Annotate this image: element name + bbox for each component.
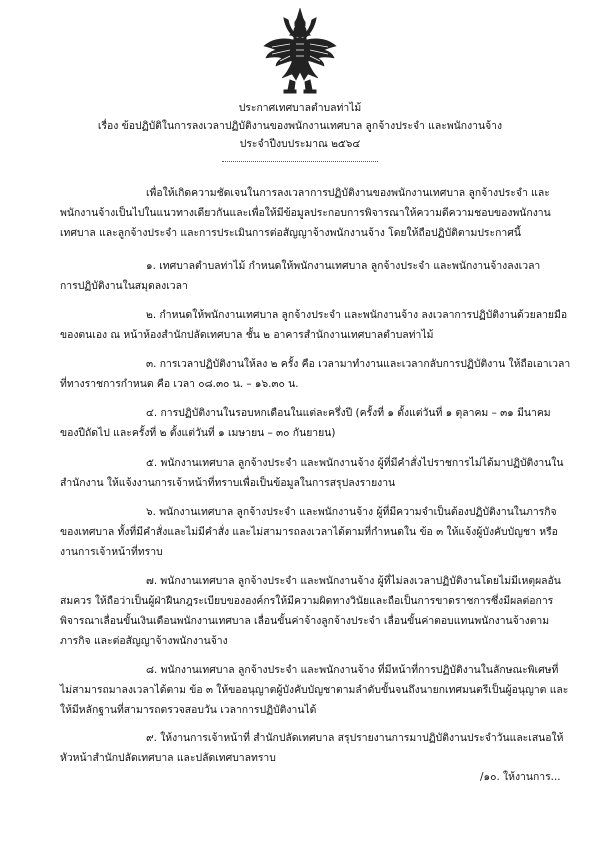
paragraph-line: ไม่สามารถมาลงเวลาได้ตาม ข้อ ๓ ให้ขออนุญาตผู้บังคับบัญชาตามลำดับขั้นจนถึงนายกเทศมนตรีเป็นผู้อนุญาต และ	[60, 684, 569, 696]
paragraph-line: ๘. พนักงานเทศบาล ลูกจ้างประจำ และพนักงานจ้าง ที่มีหน้าที่การปฏิบัติงานในลักษณะพิเศษที่	[146, 664, 559, 676]
paragraph-line: สมควร ให้ถือว่าเป็นผู้ฝ่าฝืนกฎระเบียบขององค์กรให้มีความผิดทางวินัยและถือเป็นการขาดราชการซึ่งมีผลต่อการ	[60, 595, 554, 607]
paragraph-line: ๗. พนักงานเทศบาล ลูกจ้างประจำ และพนักงานจ้าง ผู้ที่ไม่ลงเวลาปฏิบัติงานโดยไม่มีเหตุผลอัน	[146, 575, 561, 587]
paragraph-line: ๓. การเวลาปฏิบัติงานให้ลง ๒ ครั้ง คือ เวลามาทำงานและเวลากลับการปฏิบัติงาน ให้ถือเอาเวลา	[146, 358, 571, 370]
paragraph-line: ให้มีหลักฐานที่สามารถตรวจสอบวัน เวลาการปฏิบัติงานได้	[60, 704, 317, 716]
paragraph-line: หัวหน้าสำนักปลัดเทศบาล และปลัดเทศบาลทราบ	[60, 752, 276, 764]
paragraph-line: ของเทศบาล ทั้งที่มีคำสั่งและไม่มีคำสั่ง และไม่สามารถลงเวลาได้ตามที่กำหนดใน ข้อ ๓ ให้แจ้งผู้บังคับบัญชา หรือ	[60, 526, 558, 538]
paragraph-line: งานการเจ้าหน้าที่ทราบ	[60, 546, 163, 558]
clause-3	[60, 354, 571, 394]
paragraph-line: ๒. กำหนดให้พนักงานเทศบาล ลูกจ้างประจำ และพนักงานจ้าง ลงเวลาการปฏิบัติงานด้วยลายมือ	[146, 309, 568, 321]
paragraph-line: ๙. ให้งานการเจ้าหน้าที่ สำนักปลัดเทศบาล สรุปรายงานการมาปฏิบัติงานประจำวันและเสนอให้	[146, 732, 564, 744]
paragraph-line: เพื่อให้เกิดความชัดเจนในการลงเวลาการปฏิบัติงานของพนักงานเทศบาล ลูกจ้างประจำ และ	[146, 187, 550, 199]
fiscal-year-line: ประจำปีงบประมาณ ๒๕๖๔	[239, 138, 361, 150]
organization-title: ประกาศเทศบาลตำบลท่าไม้	[238, 102, 362, 114]
paragraph-line: การปฏิบัติงานในสมุดลงเวลา	[60, 280, 188, 292]
clause-7	[60, 571, 560, 651]
paragraph-line: ๔. การปฏิบัติงานในรอบหกเดือนในแต่ละครึ่งปี (ครั้งที่ ๑ ตั้งแต่วันที่ ๑ ตุลาคม – ๓๑ มีนาคม	[146, 407, 551, 419]
intro-paragraph	[60, 183, 560, 243]
clause-9	[60, 728, 564, 768]
subject-line: เรื่อง ข้อปฏิบัติในการลงเวลาปฏิบัติงานของพนักงานเทศบาล ลูกจ้างประจำ และพนักงานจ้าง	[97, 120, 503, 132]
clause-4	[60, 403, 560, 443]
header-divider	[222, 161, 378, 162]
clause-5	[60, 453, 564, 493]
paragraph-line: ภารกิจ และต่อสัญญาจ้างพนักงานจ้าง	[60, 635, 228, 647]
paragraph-line: ๑. เทศบาลตำบลท่าไม้ กำหนดให้พนักงานเทศบาล ลูกจ้างประจำ และพนักงานจ้างลงเวลา	[146, 260, 541, 272]
continuation-marker: /๑๐. ให้งานการ...	[480, 771, 561, 783]
paragraph-line: พนักงานจ้างเป็นไปในแนวทางเดียวกันและเพื่อให้มีข้อมูลประกอบการพิจารณาให้ความดีความชอบของพนักงาน	[60, 207, 551, 219]
paragraph-line: สำนักงาน ให้แจ้งงานการเจ้าหน้าที่ทราบเพื่อเป็นข้อมูลในการสรุปลงรายงาน	[60, 477, 396, 489]
paragraph-line: ของปีถัดไป และครั้งที่ ๒ ตั้งแต่วันที่ ๑ เมษายน – ๓๐ กันยายน)	[60, 427, 336, 439]
garuda-emblem-icon	[262, 6, 338, 98]
clause-8	[60, 660, 569, 720]
clause-1	[60, 256, 560, 296]
paragraph-line: ที่ทางราชการกำหนด คือ เวลา ๐๘.๓๐ น. – ๑๖.๓๐ น.	[60, 378, 299, 390]
clause-6	[60, 502, 560, 562]
paragraph-line: ของตนเอง ณ หน้าห้องสำนักปลัดเทศบาล ชั้น ๒ อาคารสำนักงานเทศบาลตำบลท่าไม้	[60, 329, 434, 341]
paragraph-line: พิจารณาเลื่อนขั้นเงินเดือนพนักงานเทศบาล เลื่อนขั้นค่าจ้างลูกจ้างประจำ เลื่อนขั้นค่าตอบแทนพนักงานจ้างตาม	[60, 615, 550, 627]
paragraph-line: เทศบาล และลูกจ้างประจำ และการประเมินการต่อสัญญาจ้างพนักงานจ้าง โดยให้ถือปฏิบัติตามประกาศนี้	[60, 227, 521, 239]
paragraph-line: ๖. พนักงานเทศบาล ลูกจ้างประจำ และพนักงานจ้าง ผู้ที่มีความจำเป็นต้องปฏิบัติงานในภารกิจ	[146, 506, 557, 518]
paragraph-line: ๕. พนักงานเทศบาล ลูกจ้างประจำ และพนักงานจ้าง ผู้ที่มีคำสั่งไปราชการไม่ได้มาปฏิบัติงานใน	[146, 457, 564, 469]
clause-2	[60, 305, 568, 345]
